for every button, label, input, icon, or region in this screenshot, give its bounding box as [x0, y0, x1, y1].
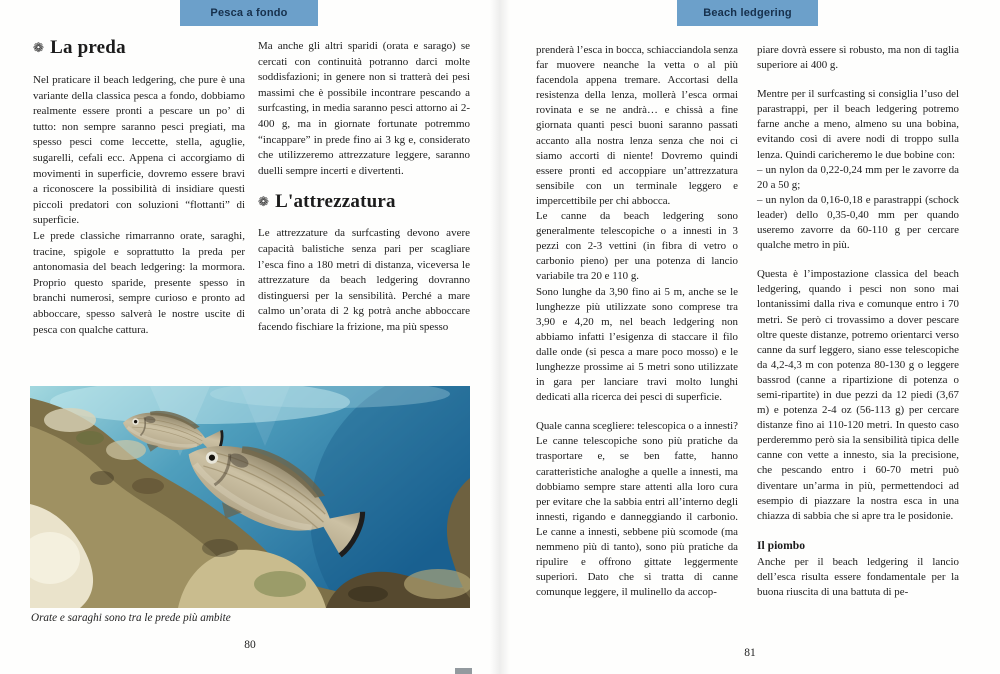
paragraph: Sono lunghe da 3,90 fino ai 5 m, anche se le lunghezze più utilizzate sono comprese tra 3,90 e 4,20 m, nel beach ledgering non abbiamo infatti l’esigenza di staccare il filo dalle onde (si pesca a mare poco mosso) e le lunghezze prossime ai 5 metri sono utilizzate in gara per lanciare travi molto lunghi dedicati alla ricerca dei pesci di superficie.	[536, 285, 738, 404]
left-page-column-2	[258, 39, 470, 336]
paragraph: Ma anche gli altri sparidi (orata e sarago) se cercati con continuità potranno darci molte soddisfazioni; in genere non si tratterà dei pesi massimi che è possibile incontrare pescando a surfcasting, in media saranno pesci attorno ai 2-400 g, ma in giornate fortunate potremmo “incappare” in prede fino ai 3 kg e, considerato che utilizzeremo attrezzature leggere, saranno duelli sempre incerti e divertenti.	[258, 40, 470, 177]
chapter-tab-beach-ledgering: Beach ledgering	[677, 0, 818, 26]
left-page-column-1	[33, 37, 245, 338]
paragraph: piare dovrà essere sì robusto, ma non di taglia superiore ai 400 g.	[757, 44, 959, 72]
section-heading-la-preda	[33, 37, 245, 61]
photo-caption: Orate e saraghi sono tra le prede più ambite	[31, 612, 231, 624]
column-paragraphs	[33, 73, 245, 338]
right-page-column-2	[757, 43, 959, 600]
paragraph: Anche per il beach ledgering il lancio dell’esca risulta essere fondamentale per la buona riuscita di una battuta di pe-	[757, 555, 959, 599]
florette-icon: ❁	[258, 195, 270, 211]
paragraph: Questa è l’impostazione classica del beach ledgering, quando i pesci non sono mai lontanissimi dalla riva e comunque entro i 70 metri. Se però ci trovassimo a dover pescare oltre queste distanze, potremo orientarci verso canne da surf leggero, siano esse telescopiche da 4,2-4,3 m con potenza 80-130 g o leggere bassrod (canne a ripartizione di potenza o semi-ripartite) in due pezzi da 12 piedi (3,67 m) e potenza 2-4 oz (56-113 g) per cercare distanze fino ai 110-120 metri. In questo caso perderemmo però sia la sensibilità tipica delle canne con vette a innesto, sia la precisione, che pescando entro i 60-70 metri può diventare un’arma in più, permettendoci ad esempio di piazzare la nostra esca in una chiazza di sabbia che si apre tra le posidonie.	[757, 268, 959, 522]
page-number-right: 81	[744, 647, 756, 659]
paragraph: – un nylon da 0,22-0,24 mm per le zavorre da 20 a 50 g;	[757, 163, 959, 191]
paragraph: Quale canna scegliere: telescopica o a innesti? Le canne telescopiche sono più pratiche da trasportare e, se ben fatte, hanno caratteristiche analoghe a quelle a innesti, ma dobbiamo sempre stare attenti alla loro cura per evitare che la sabbia entri all’interno degli innesti, rigando e danneggiando il carbonio. Le canne a innesti, sebbene più scomode (ma nemmeno più di tanto), sono più pratiche da ripulire e offrono gittate leggermente superiori. Dato che si tratta di canne comunque leggere, il mulinello da accop-	[536, 420, 738, 599]
scan-mark	[455, 668, 472, 674]
right-page-column-1	[536, 43, 738, 600]
underwater-photo-illustration	[30, 386, 470, 608]
paragraph: Le prede classiche rimarranno orate, saraghi, tracine, spigole e soprattutto la preda per antonomasia del beach ledgering: la mormora. Proprio questo sparide, presente spesso in branchi numerosi, sempre curioso e pronto ad abboccare, spesso salverà le nostre uscite di pesca con qualche cattura.	[33, 229, 245, 336]
paragraph: – un nylon da 0,16-0,18 e parastrappi (schock leader) dello 0,35-0,40 mm per quando useremo zavorre da 60-110 g per cercare qualche metro in più.	[757, 193, 959, 252]
underwater-photo	[30, 386, 470, 608]
paragraph: Nel praticare il beach ledgering, che pure è una variante della classica pesca a fondo, dobbiamo realmente essere pronti a pescare un po’ di tutto: non sempre saranno pesci pregiati, ma spesso pesci come leccette, stella, aguglie, sugarelli, cefali ecc. Appena ci accorgiamo di movimenti in superficie, dovremo essere bravi a riconoscere la possibilità di insidiare questi piccoli predatori con soluzioni “flottanti” di superficie.	[33, 74, 245, 227]
section-heading-label: L'attrezzatura	[275, 191, 396, 213]
paragraph: Le attrezzature da surfcasting devono avere capacità balistiche senza pari per scagliare l’esca fino a 180 metri di distanza, viceversa le attrezzature da beach ledgering dovranno distinguersi per la sensibilità. Perché a mare calmo un’orata di 2 kg potrà anche abboccare facendo fischiare la frizione, ma più spesso	[258, 227, 470, 333]
paragraph: Il piombo	[757, 538, 805, 552]
page-number-left: 80	[244, 639, 256, 651]
paragraph: Le canne da beach ledgering sono generalmente telescopiche o a innesti in 3 pezzi con 2-3 vettini (in fibra di vetro o carbonio pieno) per una potenza di lancio variabile tra 20 e 110 g.	[536, 210, 738, 283]
paragraph: Mentre per il surfcasting si consiglia l’uso del parastrappi, per il beach ledgering potremo farne anche a meno, almeno su una bobina, evitando così di avere nodi di troppo sulla lenza. Quindi caricheremo le due bobine con:	[757, 88, 959, 161]
chapter-tab-pesca-a-fondo: Pesca a fondo	[180, 0, 318, 26]
section-heading-label: La preda	[50, 37, 126, 58]
florette-icon: ❁	[33, 41, 45, 56]
paragraph: prenderà l’esca in bocca, schiacciandola senza far muovere neanche la vetta o al più facendola appena tremare. Accortasi della resistenza della lenza, mollerà l’esca ormai rovinata e se ne andrà… e chissà a fine giornata quanti pesci buoni saranno passati accanto alla nostra lenza senza che noi ci siamo accorti di niente! Dovremo quindi essere pronti ed accoppiare un’attrezzatura sensibile con un terminale leggero e impercettibile per chi abbocca.	[536, 44, 738, 207]
page-gutter	[490, 0, 510, 674]
section-heading-attrezzatura	[258, 191, 470, 215]
